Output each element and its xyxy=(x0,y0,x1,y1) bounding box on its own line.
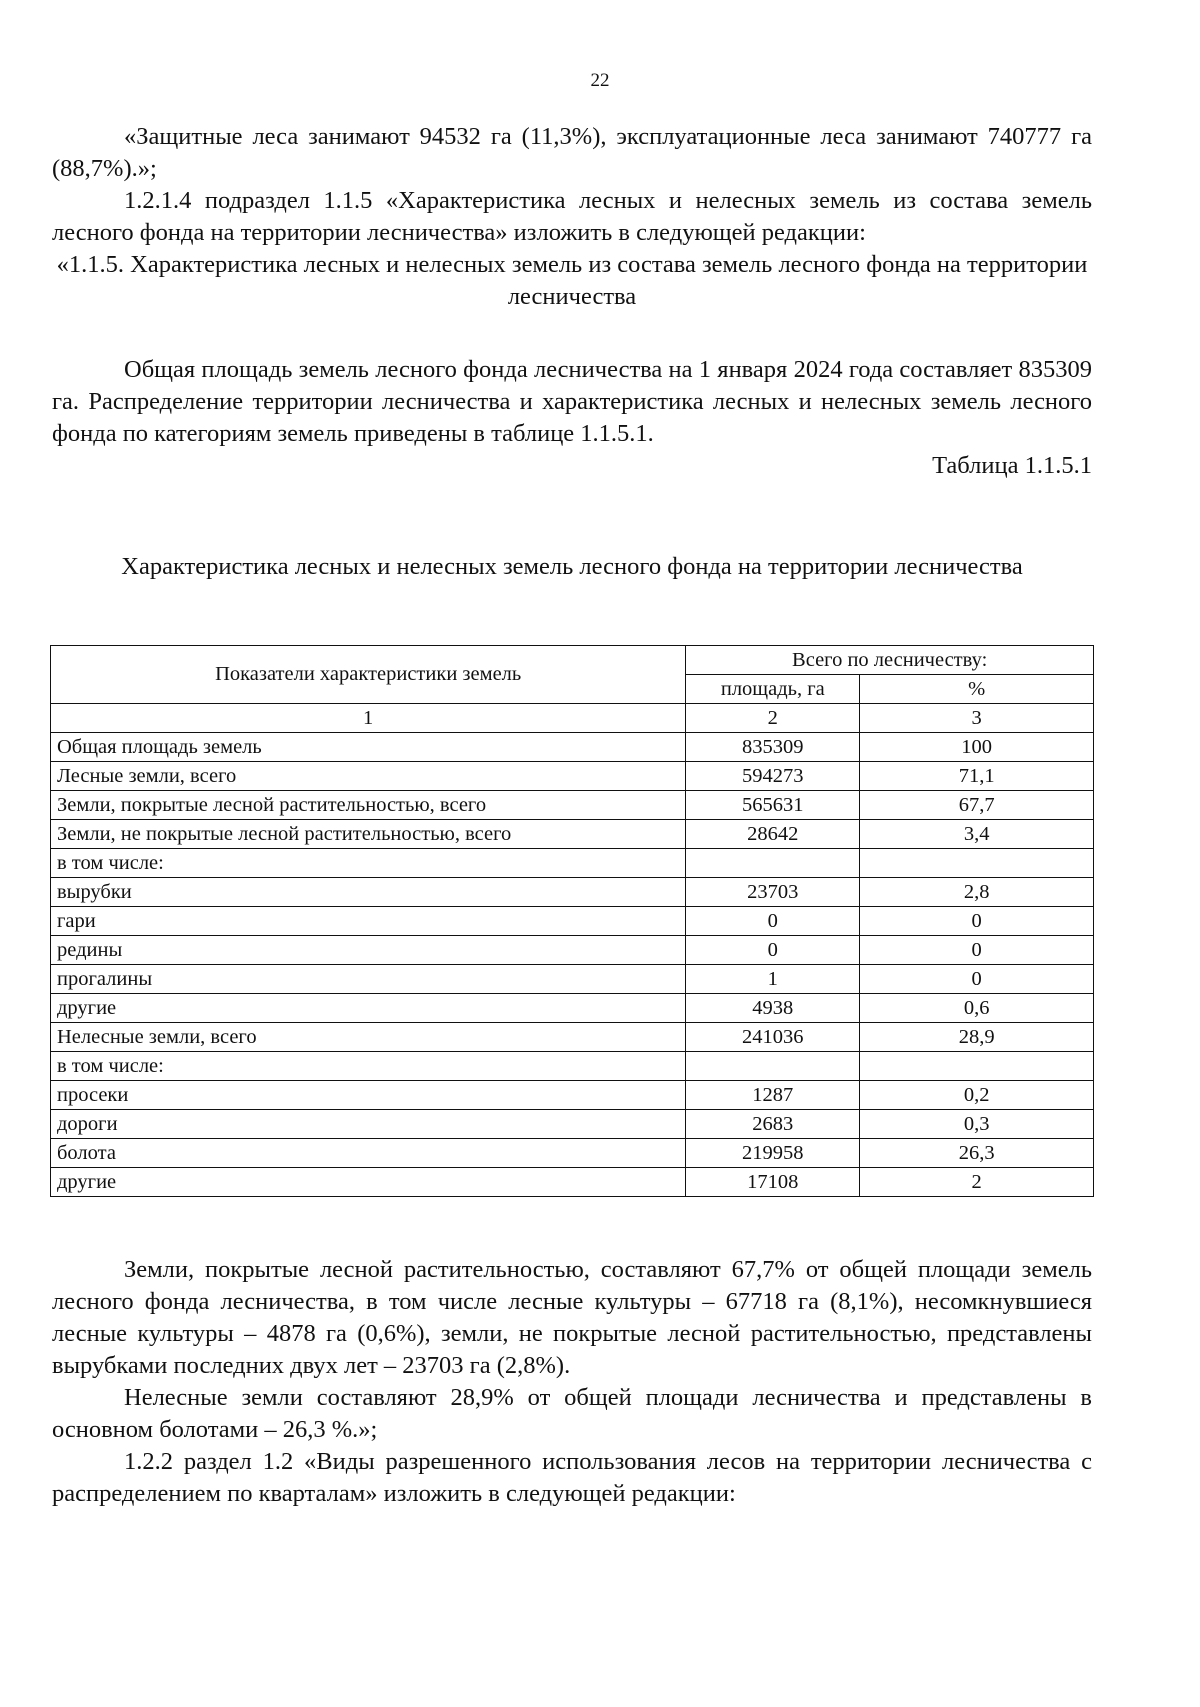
row-area: 2683 xyxy=(686,1110,860,1139)
table-row xyxy=(51,1052,1094,1081)
row-label: Общая площадь земель xyxy=(51,733,686,762)
table-row xyxy=(51,1081,1094,1110)
row-percent: 0 xyxy=(860,965,1094,994)
table-row xyxy=(51,762,1094,791)
row-area: 17108 xyxy=(686,1168,860,1197)
column-number-2: 2 xyxy=(686,704,860,733)
row-area: 4938 xyxy=(686,994,860,1023)
row-area: 28642 xyxy=(686,820,860,849)
row-percent: 0 xyxy=(860,936,1094,965)
row-label: Земли, покрытые лесной растительностью, всего xyxy=(51,791,686,820)
row-label: гари xyxy=(51,907,686,936)
header-indicators: Показатели характеристики земель xyxy=(51,646,686,704)
table-row xyxy=(51,878,1094,907)
paragraph-amendment-1-2-1-4: 1.2.1.4 подраздел 1.1.5 «Характеристика лесных и нелесных земель из состава земель лесного фонда на территории лесничества» изложить в следующей редакции: xyxy=(52,187,1092,246)
table-body xyxy=(51,733,1094,1197)
row-label: вырубки xyxy=(51,878,686,907)
column-number-3: 3 xyxy=(860,704,1094,733)
row-label: прогалины xyxy=(51,965,686,994)
row-percent: 0,3 xyxy=(860,1110,1094,1139)
row-percent: 0 xyxy=(860,907,1094,936)
table-row xyxy=(51,936,1094,965)
row-percent: 26,3 xyxy=(860,1139,1094,1168)
row-percent: 67,7 xyxy=(860,791,1094,820)
row-label: в том числе: xyxy=(51,1052,686,1081)
table-row xyxy=(51,849,1094,878)
paragraph-amendment-1-2-2: 1.2.2 раздел 1.2 «Виды разрешенного использования лесов на территории лесничества с распределением по кварталам» изложить в следующей редакции: xyxy=(52,1448,1092,1507)
table-row xyxy=(51,733,1094,762)
table-row xyxy=(51,820,1094,849)
table-row xyxy=(51,1110,1094,1139)
row-label: Нелесные земли, всего xyxy=(51,1023,686,1052)
table-caption: Таблица 1.1.5.1 xyxy=(932,452,1092,479)
row-area: 219958 xyxy=(686,1139,860,1168)
table-row xyxy=(51,965,1094,994)
section-heading: «1.1.5. Характеристика лесных и нелесных земель из состава земель лесного фонда на территории лесничества xyxy=(56,251,1088,310)
table-title: Характеристика лесных и нелесных земель лесного фонда на территории лесничества xyxy=(121,553,1023,580)
row-percent: 0,6 xyxy=(860,994,1094,1023)
paragraph-total-area: Общая площадь земель лесного фонда лесничества на 1 января 2024 года составляет 835309 га. Распределение территории лесничества и характеристика лесных и нелесных земель лесного фонда по категориям земель приведены в таблице 1.1.5.1. xyxy=(52,356,1092,447)
header-percent: % xyxy=(860,675,1094,704)
row-area: 0 xyxy=(686,907,860,936)
row-area xyxy=(686,1052,860,1081)
row-percent: 3,4 xyxy=(860,820,1094,849)
paragraph-forested-lands: Земли, покрытые лесной растительностью, составляют 67,7% от общей площади земель лесного фонда лесничества, в том числе лесные культуры – 67718 га (8,1%), несомкнувшиеся лесные культуры – 4878 га (0,6%), земли, не покрытые лесной растительностью, представлены вырубками последних двух лет – 23703 га (2,8%). xyxy=(52,1256,1092,1379)
row-area: 565631 xyxy=(686,791,860,820)
header-total: Всего по лесничеству: xyxy=(686,646,1094,675)
table-row xyxy=(51,994,1094,1023)
row-percent: 71,1 xyxy=(860,762,1094,791)
table-row xyxy=(51,907,1094,936)
table-header-row xyxy=(51,646,1094,675)
row-area xyxy=(686,849,860,878)
row-area: 594273 xyxy=(686,762,860,791)
row-area: 0 xyxy=(686,936,860,965)
row-percent: 28,9 xyxy=(860,1023,1094,1052)
row-percent: 100 xyxy=(860,733,1094,762)
row-area: 1 xyxy=(686,965,860,994)
table-row xyxy=(51,791,1094,820)
row-area: 1287 xyxy=(686,1081,860,1110)
row-label: просеки xyxy=(51,1081,686,1110)
row-label: другие xyxy=(51,1168,686,1197)
row-percent xyxy=(860,1052,1094,1081)
table-row xyxy=(51,1023,1094,1052)
intro-section xyxy=(52,121,1092,313)
row-percent: 2,8 xyxy=(860,878,1094,907)
row-area: 23703 xyxy=(686,878,860,907)
paragraph-protective-forests: «Защитные леса занимают 94532 га (11,3%), эксплуатационные леса занимают 740777 га (88,7%).»; xyxy=(52,123,1092,182)
row-label: другие xyxy=(51,994,686,1023)
table-row xyxy=(51,1139,1094,1168)
land-characteristics-table xyxy=(50,645,1094,1197)
table-column-numbers-row xyxy=(51,704,1094,733)
row-label: болота xyxy=(51,1139,686,1168)
row-label: Лесные земли, всего xyxy=(51,762,686,791)
row-percent: 2 xyxy=(860,1168,1094,1197)
row-label: редины xyxy=(51,936,686,965)
column-number-1: 1 xyxy=(51,704,686,733)
row-label: в том числе: xyxy=(51,849,686,878)
row-percent xyxy=(860,849,1094,878)
conclusion-section xyxy=(52,1254,1092,1510)
row-percent: 0,2 xyxy=(860,1081,1094,1110)
row-area: 835309 xyxy=(686,733,860,762)
table-row xyxy=(51,1168,1094,1197)
row-area: 241036 xyxy=(686,1023,860,1052)
row-label: Земли, не покрытые лесной растительностью, всего xyxy=(51,820,686,849)
row-label: дороги xyxy=(51,1110,686,1139)
page-number: 22 xyxy=(590,70,610,91)
area-section xyxy=(52,354,1092,482)
paragraph-non-forest-lands: Нелесные земли составляют 28,9% от общей площади лесничества и представлены в основном болотами – 26,3 %.»; xyxy=(52,1384,1092,1443)
header-area: площадь, га xyxy=(686,675,860,704)
